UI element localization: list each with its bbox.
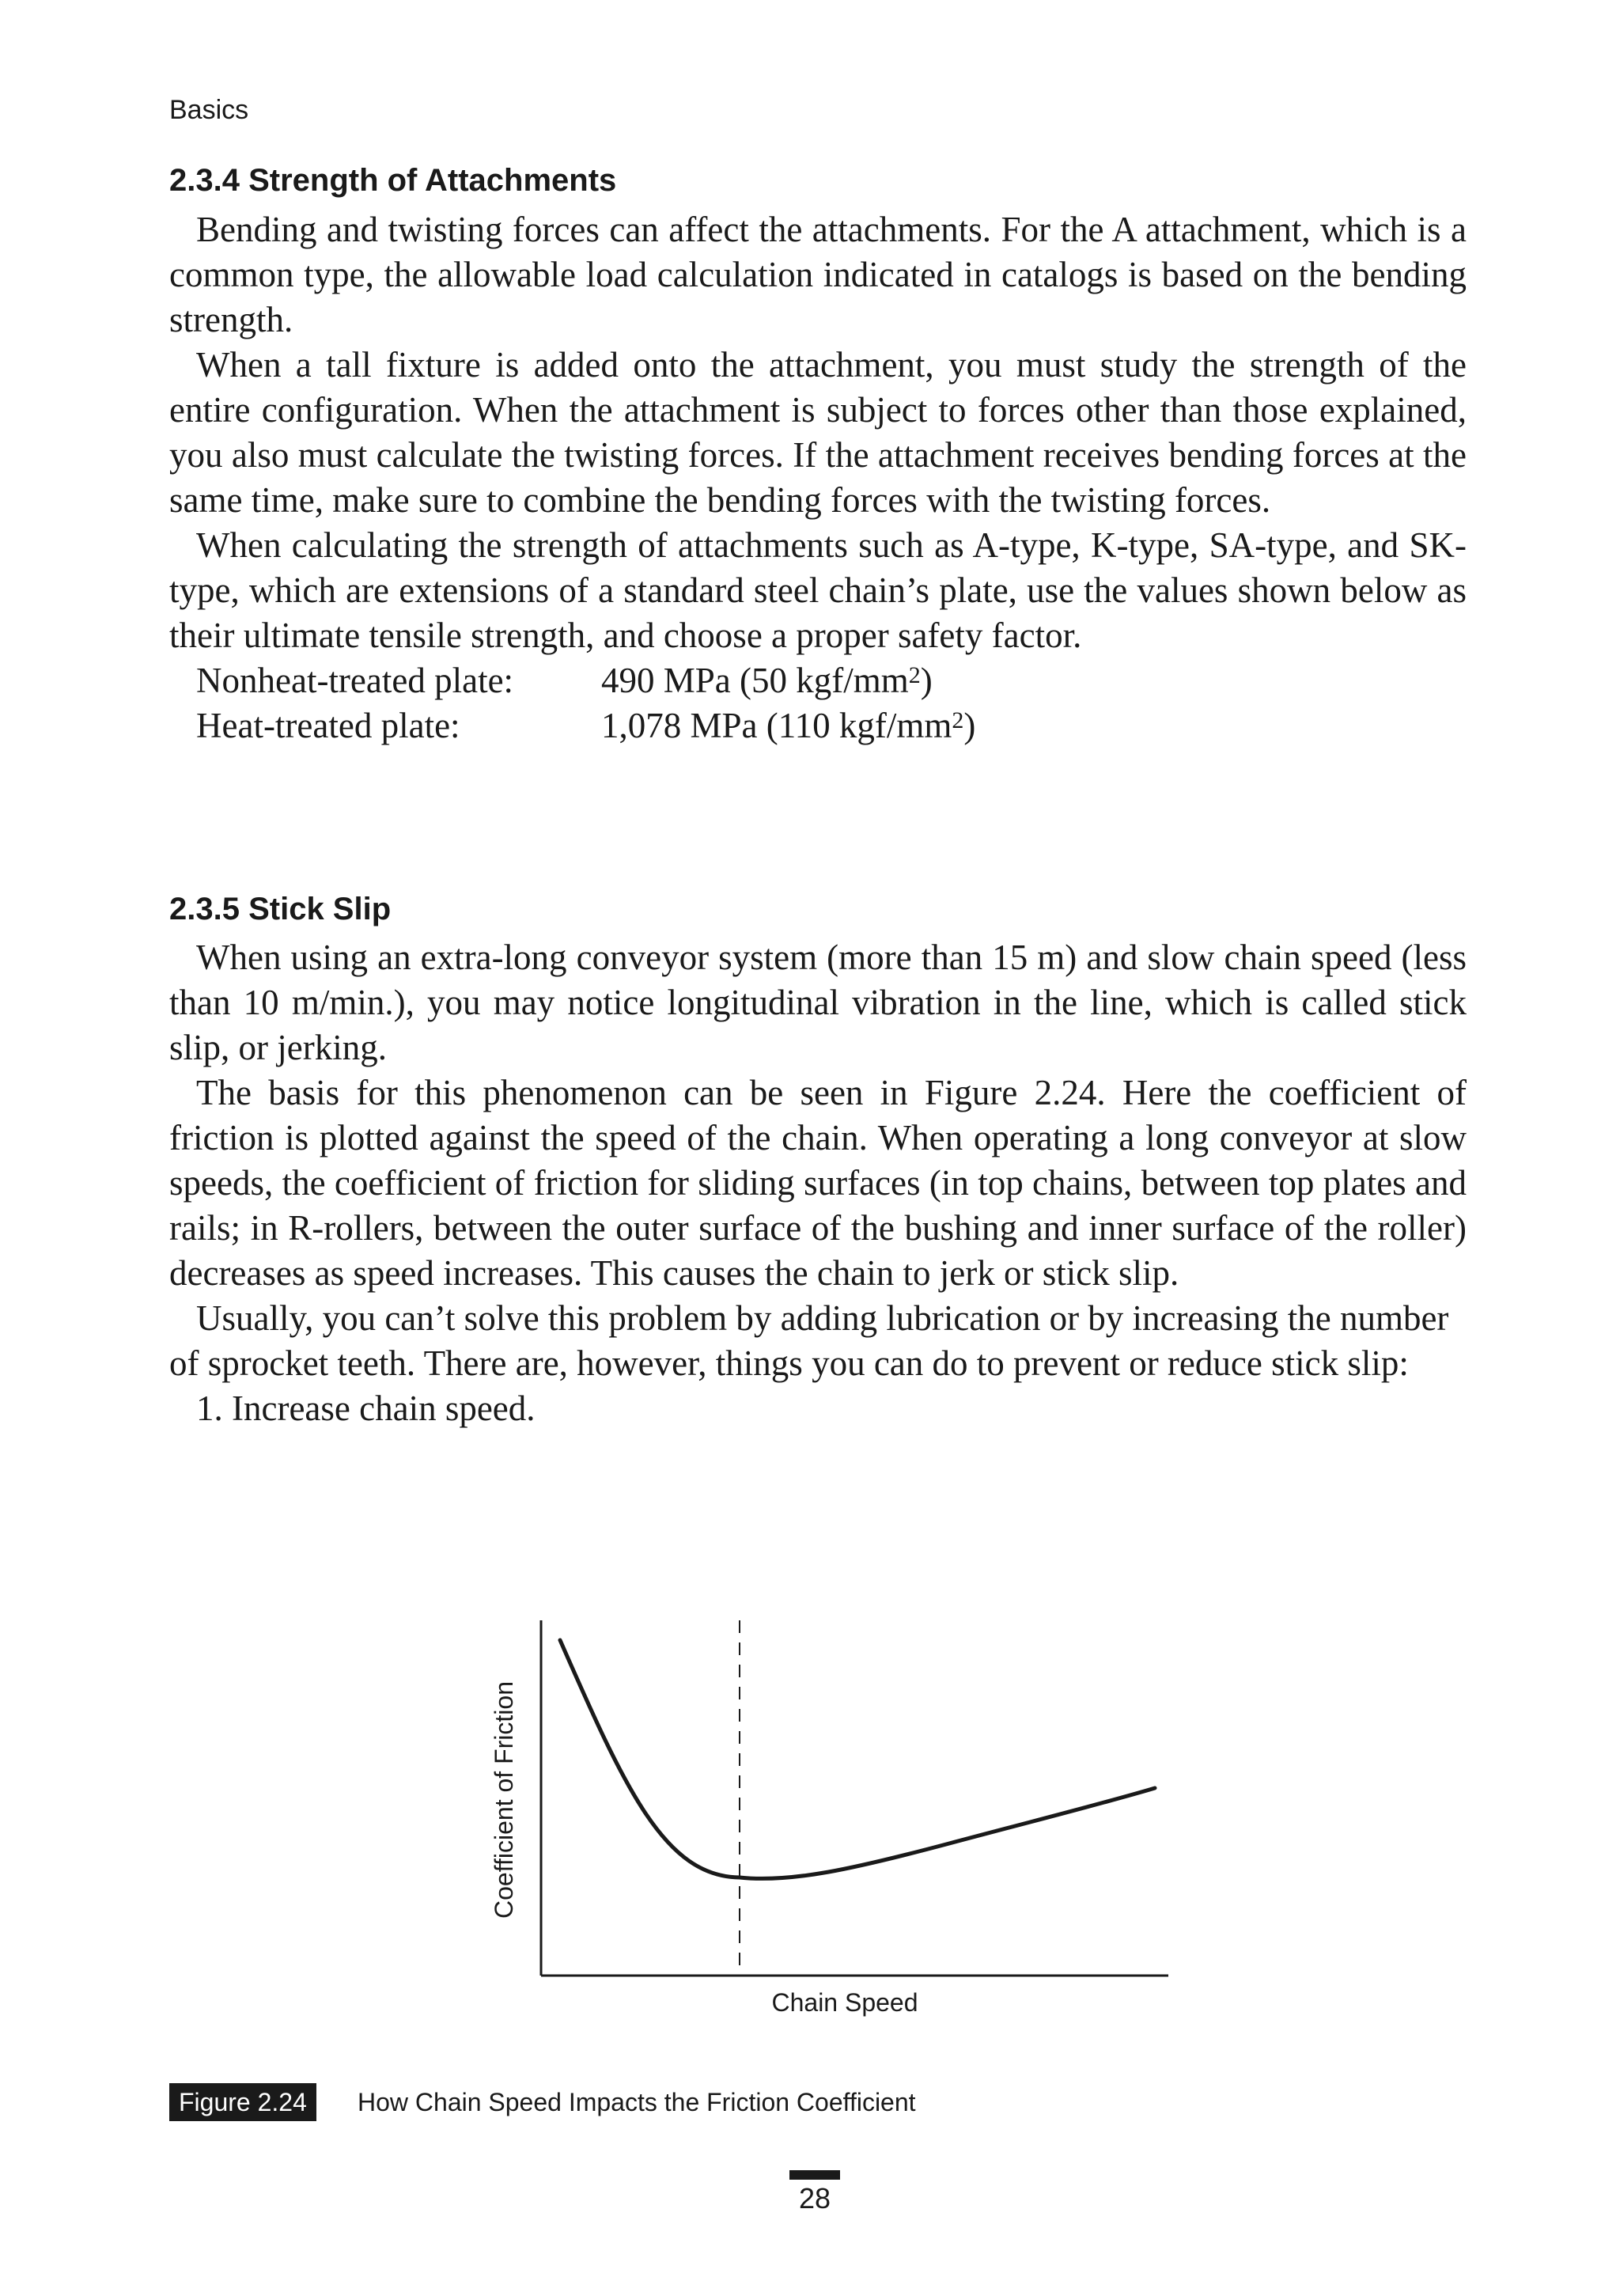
running-head: Basics: [169, 95, 249, 125]
section-heading-235: 2.3.5 Stick Slip: [169, 892, 392, 926]
page-number-bar: [789, 2170, 840, 2180]
figure-caption: How Chain Speed Impacts the Friction Coefficient: [358, 2088, 916, 2116]
spec-row: [169, 658, 1467, 703]
spec-label: Heat-treated plate:: [196, 706, 460, 745]
friction-curve: [560, 1640, 1155, 1879]
paragraph: When calculating the strength of attachments such as A-type, K-type, SA-type, and SK-type, which are extensions of a standard steel chain’s plate, use the values shown below as their ultimate tensile strength, and choose a proper safety factor.: [169, 525, 1467, 655]
section-235-body: [169, 935, 1467, 1431]
x-axis-label: Chain Speed: [771, 1988, 918, 2017]
paragraph: When a tall fixture is added onto the attachment, you must study the strength of the entire configuration. When the attachment is subject to forces other than those explained, you also must calculate the twisting forces. If the attachment receives bending forces at the same time, make sure to combine the bending forces with the twisting forces.: [169, 345, 1467, 520]
spec-list: [169, 658, 1467, 748]
page-number: 28: [798, 2182, 831, 2215]
paragraph: When using an extra-long conveyor system (more than 15 m) and slow chain speed (less than 10 m/min.), you may notice longitudinal vibration in the line, which is called stick slip, or jerking.: [169, 938, 1467, 1067]
spec-value: 1,078 MPa (110 kgf/$mm^2$): [601, 706, 976, 745]
paragraph: Usually, you can’t solve this problem by adding lubrication or by increasing the number of sprocket teeth. There are, however, things you can do to prevent or reduce stick slip:: [169, 1298, 1449, 1383]
figure-tag: Figure 2.24: [169, 2083, 316, 2121]
spec-value: 490 MPa (50 kgf/$mm^2$): [601, 661, 933, 700]
section-heading-234: 2.3.4 Strength of Attachments: [169, 163, 617, 198]
section-234-body: [169, 207, 1467, 748]
paragraph: The basis for this phenomenon can be seen in Figure 2.24. Here the coefficient of friction is plotted against the speed of the chain. When operating a long conveyor at slow speeds, the coefficient of friction for sliding surfaces (in top chains, between top plates and rails; in R-rollers, between the outer surface of the bushing and inner surface of the roller) decreases as speed increases. This causes the chain to jerk or stick slip.: [169, 1073, 1467, 1293]
paragraph: Bending and twisting forces can affect the attachments. For the A attachment, which is a common type, the allowable load calculation indicated in catalogs is based on the bending strength.: [169, 210, 1467, 339]
spec-label: Nonheat-treated plate:: [196, 661, 514, 700]
list-item: 1. Increase chain speed.: [196, 1389, 536, 1428]
y-axis-label: Coefficient of Friction: [490, 1681, 518, 1919]
spec-row: [169, 703, 1467, 748]
